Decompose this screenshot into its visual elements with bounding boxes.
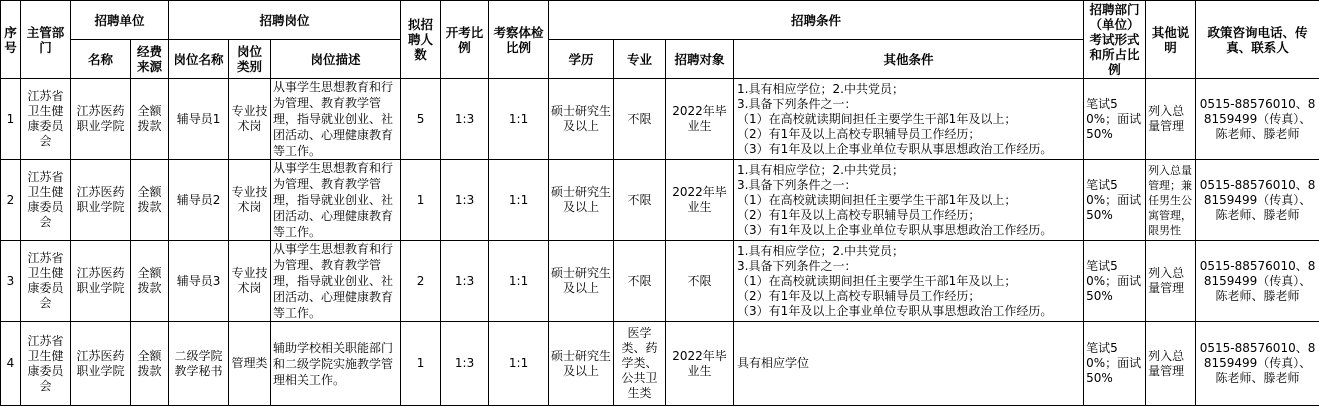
header-dept: 主管部门	[21, 1, 71, 79]
other-line: （1）在高校就读期间担任主要学生干部1年及以上；	[737, 112, 1081, 127]
cell-target: 2022年毕业生	[666, 322, 734, 406]
cell-major: 不限	[614, 241, 666, 322]
cell-other	[734, 241, 1084, 322]
header-unit-funding: 经费来源	[131, 40, 169, 79]
header-major: 专业	[614, 40, 666, 79]
cell-exam-form: 笔试50%；面试50%	[1084, 241, 1146, 322]
other-line: 1.具有相应学位；2.中共党员；	[737, 163, 1081, 178]
cell-other	[734, 79, 1084, 160]
cell-post-desc: 从事学生思想教育和行为管理、教育教学管理，指导就业创业、社团活动、心理健康教育等工作。	[271, 79, 401, 160]
header-check-ratio: 考察体检比例	[489, 1, 549, 79]
cell-remark: 列入总量管理	[1146, 322, 1196, 406]
cell-post-type: 专业技术岗	[229, 79, 271, 160]
other-line: 3.具备下列条件之一：	[737, 178, 1081, 193]
other-line: （3）有1年及以上企事业单位专职从事思想政治工作经历。	[737, 142, 1081, 157]
cell-post-type: 专业技术岗	[229, 160, 271, 241]
cell-count: 1	[401, 160, 441, 241]
cell-post-desc: 从事学生思想教育和行为管理、教育教学管理，指导就业创业、社团活动、心理健康教育等工作。	[271, 160, 401, 241]
other-line: 1.具有相应学位；2.中共党员；	[737, 244, 1081, 259]
other-line: （2）有1年及以上高校专职辅导员工作经历；	[737, 127, 1081, 142]
header-count: 拟招聘人数	[401, 1, 441, 79]
cell-funding: 全额拨款	[131, 160, 169, 241]
cell-target: 不限	[666, 241, 734, 322]
cell-unit-name: 江苏医药职业学院	[71, 160, 131, 241]
cell-post-type: 专业技术岗	[229, 241, 271, 322]
other-line: （3）有1年及以上企事业单位专职从事思想政治工作经历。	[737, 304, 1081, 319]
table-row	[1, 79, 1319, 160]
cell-exam-form: 笔试50%；面试50%	[1084, 322, 1146, 406]
cell-major: 不限	[614, 160, 666, 241]
cell-dept: 江苏省卫生健康委员会	[21, 79, 71, 160]
cell-seq: 4	[1, 322, 21, 406]
cell-check-ratio: 1:1	[489, 241, 549, 322]
cell-seq: 1	[1, 79, 21, 160]
header-post: 招聘岗位	[169, 1, 401, 40]
cell-exam-ratio: 1:3	[441, 160, 489, 241]
other-line: （2）有1年及以上高校专职辅导员工作经历；	[737, 289, 1081, 304]
cell-edu: 硕士研究生及以上	[549, 322, 614, 406]
cell-unit-name: 江苏医药职业学院	[71, 241, 131, 322]
cell-other	[734, 322, 1084, 406]
cell-count: 5	[401, 79, 441, 160]
header-row-1	[1, 1, 1319, 40]
cell-post-name: 辅导员1	[169, 79, 229, 160]
cell-exam-form: 笔试50%；面试50%	[1084, 79, 1146, 160]
cell-other	[734, 160, 1084, 241]
cell-dept: 江苏省卫生健康委员会	[21, 241, 71, 322]
cell-seq: 2	[1, 160, 21, 241]
table-row	[1, 241, 1319, 322]
cell-remark: 列入总量管理	[1146, 241, 1196, 322]
other-line: 1.具有相应学位；2.中共党员；	[737, 82, 1081, 97]
header-contact: 政策咨询电话、传真、联系人	[1196, 1, 1319, 79]
cell-post-type: 管理类	[229, 322, 271, 406]
other-line: （3）有1年及以上企事业单位专职从事思想政治工作经历。	[737, 223, 1081, 238]
cell-edu: 硕士研究生及以上	[549, 160, 614, 241]
cell-target: 2022年毕业生	[666, 160, 734, 241]
header-conditions: 招聘条件	[549, 1, 1084, 40]
cell-contact: 0515-88576010、88159499（传真）、陈老师、滕老师	[1196, 322, 1319, 406]
cell-unit-name: 江苏医药职业学院	[71, 322, 131, 406]
cell-unit-name: 江苏医药职业学院	[71, 79, 131, 160]
cell-contact: 0515-88576010、88159499（传真）、陈老师、滕老师	[1196, 160, 1319, 241]
table-row	[1, 322, 1319, 406]
cell-funding: 全额拨款	[131, 322, 169, 406]
cell-exam-form: 笔试50%；面试50%	[1084, 160, 1146, 241]
cell-exam-ratio: 1:3	[441, 322, 489, 406]
cell-remark: 列入总量管理	[1146, 79, 1196, 160]
other-line: 具有相应学位	[737, 356, 1081, 371]
cell-edu: 硕士研究生及以上	[549, 241, 614, 322]
cell-dept: 江苏省卫生健康委员会	[21, 160, 71, 241]
other-line: （1）在高校就读期间担任主要学生干部1年及以上；	[737, 193, 1081, 208]
other-line: 3.具备下列条件之一：	[737, 259, 1081, 274]
header-remark: 其他说明	[1146, 1, 1196, 79]
other-line: （2）有1年及以上高校专职辅导员工作经历；	[737, 208, 1081, 223]
cell-remark: 列入总量管理；兼任男生公寓管理，限男性	[1146, 160, 1196, 241]
cell-seq: 3	[1, 241, 21, 322]
cell-funding: 全额拨款	[131, 241, 169, 322]
cell-check-ratio: 1:1	[489, 79, 549, 160]
header-exam-ratio: 开考比例	[441, 1, 489, 79]
cell-check-ratio: 1:1	[489, 160, 549, 241]
header-target: 招聘对象	[666, 40, 734, 79]
cell-contact: 0515-88576010、88159499（传真）、陈老师、滕老师	[1196, 241, 1319, 322]
header-unit-name: 名称	[71, 40, 131, 79]
cell-major: 医学类、药学类、公共卫生类	[614, 322, 666, 406]
header-edu: 学历	[549, 40, 614, 79]
cell-post-name: 二级学院教学秘书	[169, 322, 229, 406]
cell-count: 2	[401, 241, 441, 322]
cell-major: 不限	[614, 79, 666, 160]
cell-funding: 全额拨款	[131, 79, 169, 160]
header-post-desc: 岗位描述	[271, 40, 401, 79]
cell-contact: 0515-88576010、88159499（传真）、陈老师、滕老师	[1196, 79, 1319, 160]
header-exam-form: 招聘部门（单位）考试形式和所占比例	[1084, 1, 1146, 79]
cell-post-name: 辅导员2	[169, 160, 229, 241]
cell-exam-ratio: 1:3	[441, 79, 489, 160]
cell-post-name: 辅导员3	[169, 241, 229, 322]
cell-exam-ratio: 1:3	[441, 241, 489, 322]
header-post-type: 岗位类别	[229, 40, 271, 79]
header-seq: 序号	[1, 1, 21, 79]
header-other: 其他条件	[734, 40, 1084, 79]
header-unit: 招聘单位	[71, 1, 169, 40]
table-row	[1, 160, 1319, 241]
header-post-name: 岗位名称	[169, 40, 229, 79]
cell-count: 1	[401, 322, 441, 406]
cell-check-ratio: 1:1	[489, 322, 549, 406]
other-line: 3.具备下列条件之一：	[737, 97, 1081, 112]
cell-post-desc: 从事学生思想教育和行为管理、教育教学管理，指导就业创业、社团活动、心理健康教育等工作。	[271, 241, 401, 322]
other-line: （1）在高校就读期间担任主要学生干部1年及以上；	[737, 274, 1081, 289]
cell-edu: 硕士研究生及以上	[549, 79, 614, 160]
cell-dept: 江苏省卫生健康委员会	[21, 322, 71, 406]
cell-target: 2022年毕业生	[666, 79, 734, 160]
cell-post-desc: 辅助学校相关职能部门和二级学院实施教学管理相关工作。	[271, 322, 401, 406]
